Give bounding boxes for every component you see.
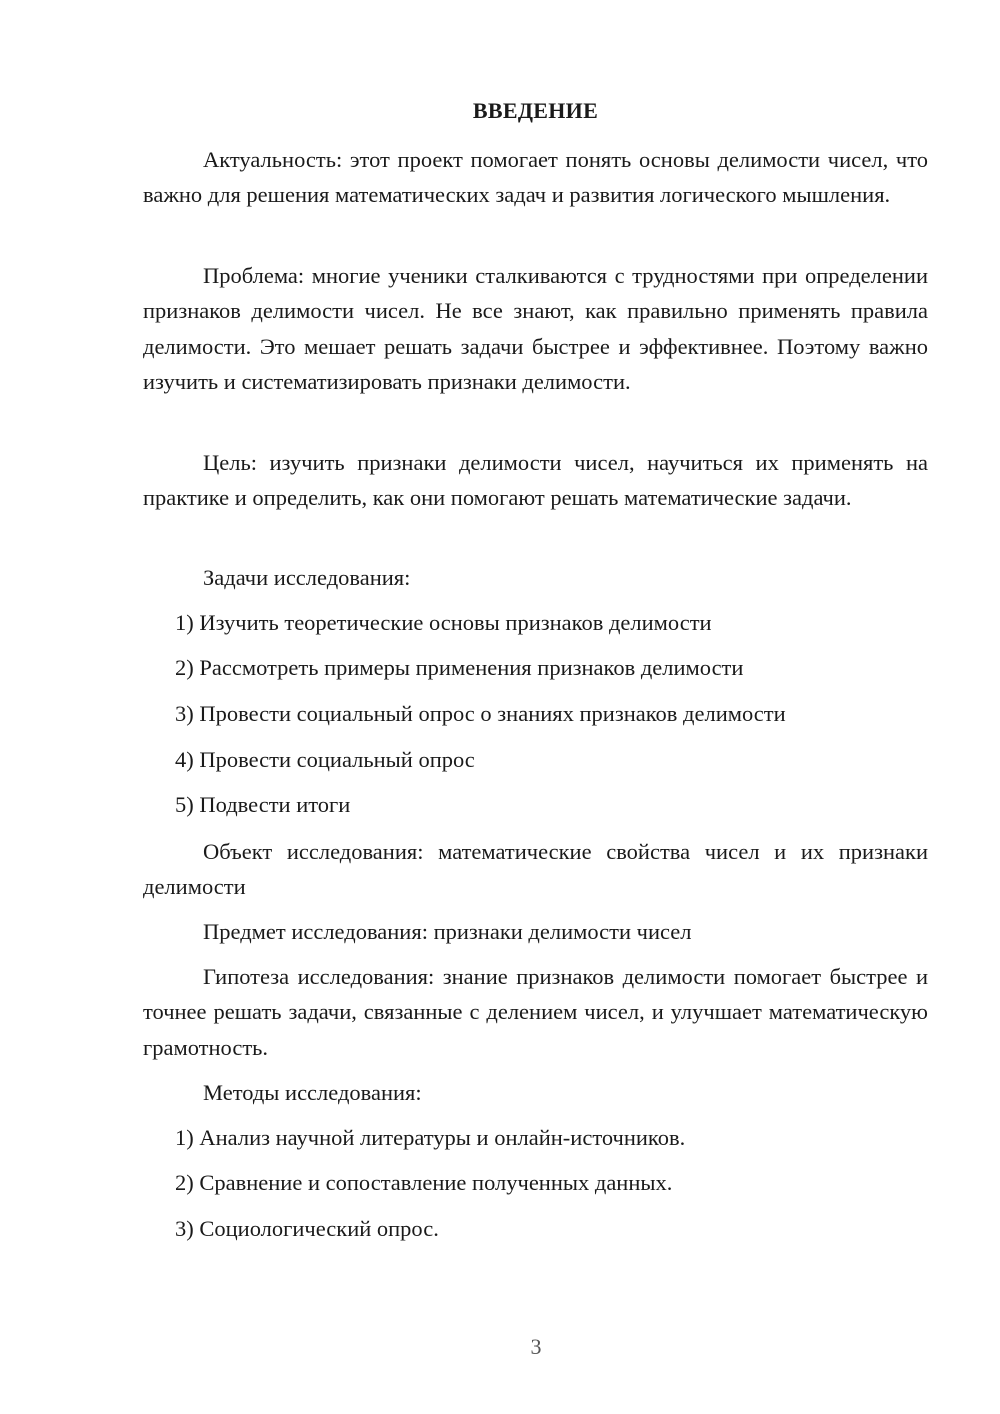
methods-title: Методы исследования: bbox=[203, 1080, 422, 1105]
method-item-2: 2) Сравнение и сопоставление полученных данных. bbox=[175, 1170, 673, 1195]
relevance-paragraph: Актуальность: этот проект помогает понять основы делимости чисел, что важно для решения математических задач и развития логического мышления. bbox=[143, 147, 928, 208]
task-item-3: 3) Провести социальный опрос о знаниях признаков делимости bbox=[175, 701, 786, 726]
object-paragraph: Объект исследования: математические свойства чисел и их признаки делимости bbox=[143, 839, 928, 900]
tasks-title: Задачи исследования: bbox=[203, 565, 411, 590]
goal-paragraph: Цель: изучить признаки делимости чисел, научиться их применять на практике и определить, как они помогают решать математические задачи. bbox=[143, 450, 928, 511]
problem-paragraph: Проблема: многие ученики сталкиваются с трудностями при определении признаков делимости чисел. Не все знают, как правильно применять правила делимости. Это мешает решать задачи быстрее и эффективнее. Поэтому важно изучить и систематизировать признаки делимости. bbox=[143, 263, 928, 395]
section-heading: ВВЕДЕНИЕ bbox=[472, 98, 599, 123]
task-item-2: 2) Рассмотреть примеры применения признаков делимости bbox=[175, 655, 744, 680]
method-item-3: 3) Социологический опрос. bbox=[175, 1216, 439, 1241]
subject-paragraph: Предмет исследования: признаки делимости чисел bbox=[203, 919, 692, 944]
page-number: 3 bbox=[530, 1334, 542, 1359]
method-item-1: 1) Анализ научной литературы и онлайн-источников. bbox=[175, 1125, 686, 1150]
task-item-5: 5) Подвести итоги bbox=[175, 792, 351, 817]
task-item-1: 1) Изучить теоретические основы признаков делимости bbox=[175, 610, 712, 635]
hypothesis-paragraph: Гипотеза исследования: знание признаков делимости помогает быстрее и точнее решать задачи, связанные с делением чисел, и улучшает математическую грамотность. bbox=[143, 964, 928, 1060]
task-item-4: 4) Провести социальный опрос bbox=[175, 747, 475, 772]
